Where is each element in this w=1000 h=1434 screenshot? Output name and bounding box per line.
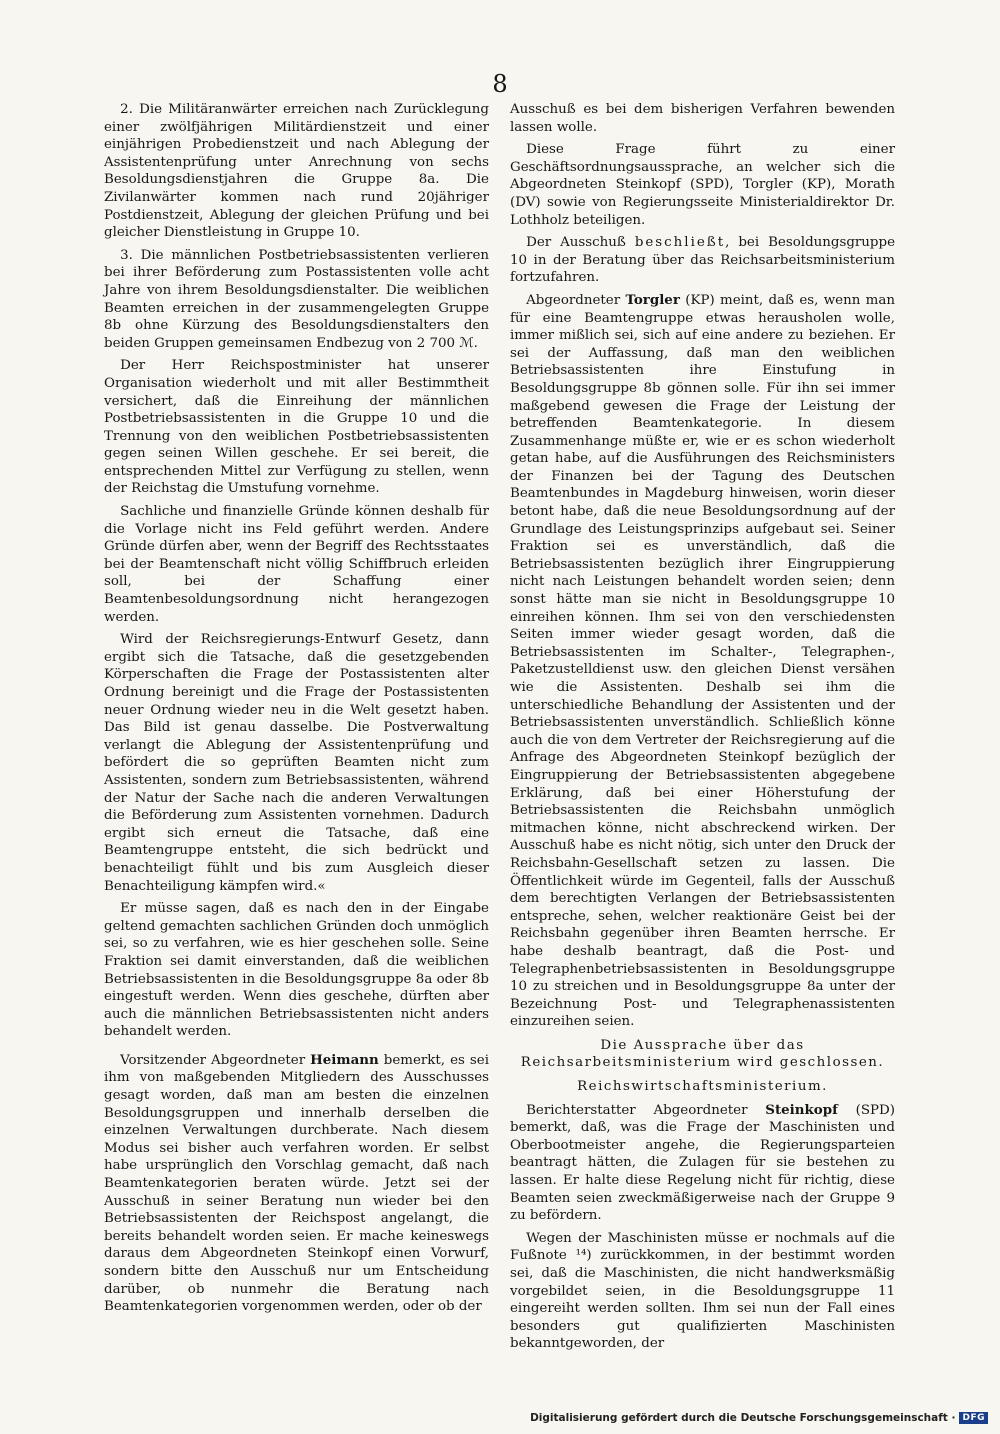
- text-run: bemerkt, es sei ihm von maßgebenden Mitgliedern des Ausschusses gesagt worden, daß man am besten die einzelnen Besoldungsgruppen und innerhalb derselben die einzelnen Verwaltungen durchberate. Nach diesem Modus sei bisher auch verfahren worden. Er selbst habe ursprünglich den Vorschlag gemacht, daß nach Beamtenkategorien beraten würde. Jetzt sei der Ausschuß in seiner Beratung nun wieder bei den Betriebsassistenten der Reichspost angelangt, die bereits behandelt worden seien. Er mache keineswegs daraus dem Abgeordneten Steinkopf einen Vorwurf, sondern bitte den Ausschuß nur um Entscheidung darüber, ob nunmehr die Beratung nach Beamtenkategorien vorgenommen werden, oder ob der: [104, 1052, 489, 1315]
- footer: [530, 1412, 988, 1424]
- paragraph: 3. Die männlichen Postbetriebsassistenten verlieren bei ihrer Beförderung zum Postassistenten volle acht Jahre von ihrem Besoldungsdienstalter. Die weiblichen Beamten erreichen in der zusammengelegten Gruppe 8b ohne Kürzung des Besoldungsdienstalters den beiden Gruppen gemeinsamen Endbezug von 2 700 ℳ.: [104, 247, 489, 351]
- paragraph: [510, 292, 895, 1031]
- paragraph: 2. Die Militäranwärter erreichen nach Zurücklegung einer zwölfjährigen Militärdienstzeit und einer einjährigen Probedienstzeit und nach Ablegung der Assistentenprüfung unter Anrechnung von sechs Besoldungsdienstjahren die Gruppe 8a. Die Zivilanwärter kommen nach rund 20jähriger Postdienstzeit, Ablegung der gleichen Prüfung und bei gleicher Dienstleistung in Gruppe 10.: [104, 102, 489, 241]
- text-run: , bei Besoldungsgruppe 10 in der Beratung über das Reichsarbeitsministerium fortzufahren.: [510, 235, 895, 286]
- paragraph: Sachliche und finanzielle Gründe können deshalb für die Vorlage nicht ins Feld geführt werden. Andere Gründe dürfen aber, wenn der Begriff des Rechtsstaates bei der Beamtenschaft nicht völlig Schiffbruch erleiden soll, bei der Schaffung einer Beamtenbesoldungsordnung nicht herangezogen werden.: [104, 504, 489, 625]
- paragraph: Ausschuß es bei dem bisherigen Verfahren bewenden lassen wolle.: [510, 102, 895, 135]
- text-run: Abgeordneter: [526, 292, 626, 308]
- paragraph: Er müsse sagen, daß es nach den in der Eingabe geltend gemachten sachlichen Gründen doch unmöglich sei, so zu verfahren, wie es hier geschehen solle. Seine Fraktion sei damit einverstanden, daß die weiblichen Betriebsassistenten in die Besoldungsgruppe 8a oder 8b eingestuft werden. Wenn dies geschehe, dürften aber auch die männlichen Betriebsassistenten nicht anders behandelt werden.: [104, 901, 489, 1040]
- paragraph: Wegen der Maschinisten müsse er nochmals auf die Fußnote ¹⁴) zurückkommen, in der bestimmt worden sei, daß die Maschinisten, die nicht handwerksmäßig vorgebildet seien, in die Besoldungsgruppe 11 eingereiht werden sollten. Ihm sei nun der Fall eines besonders gut qualifizierten Maschinisten bekanntgeworden, der: [510, 1230, 895, 1352]
- resolution-line: Die Aussprache über das Reichsarbeitsministerium wird geschlossen.: [520, 1037, 885, 1071]
- speaker-name: Steinkopf: [765, 1101, 838, 1118]
- paragraph: Wird der Reichsregierungs-Entwurf Gesetz, dann ergibt sich die Tatsache, daß die gesetzgebenden Körperschaften die Frage der Postassistenten alter Ordnung bereinigt und die Frage der Postassistenten neuer Ordnung wieder neu in die Welt gesetzt haben. Das Bild ist genau dasselbe. Die Postverwaltung verlangt die Ablegung der Assistentenprüfung und befördert die so geprüften Beamten nicht zum Assistenten, sondern zum Betriebsassistenten, während der Natur der Sache nach die anderen Verwaltungen die Beförderung zum Assistenten vornehmen. Dadurch ergibt sich erneut die Tatsache, daß eine Beamtengruppe entsteht, die sich bedrückt und benachteiligt fühlt und bis zum Ausgleich dieser Benachteiligung kämpfen wird.«: [104, 632, 489, 894]
- speaker-name: Heimann: [310, 1051, 379, 1068]
- left-column: [104, 101, 489, 1321]
- paragraph: Diese Frage führt zu einer Geschäftsordnungsaussprache, an welcher sich die Abgeordneten Steinkopf (SPD), Torgler (KP), Morath (DV) sowie von Regierungsseite Ministerialdirektor Dr. Lothholz beteiligen.: [510, 142, 895, 228]
- emphasis: beschließt: [634, 235, 726, 251]
- right-column: [510, 101, 895, 1358]
- footer-text: Digitalisierung gefördert durch die Deutsche Forschungsgemeinschaft ·: [530, 1412, 956, 1424]
- text-run: (SPD) bemerkt, daß, was die Frage der Maschinisten und Oberbootmeister angehe, die Regierungsparteien beantragt hätten, die Zulagen für sie bestehen zu lassen. Er halte diese Regelung nicht für richtig, diese Beamten seien zweckmäßigerweise nach der Gruppe 9 zu befördern.: [510, 1102, 895, 1224]
- paragraph: Der Herr Reichspostminister hat unserer Organisation wiederholt und mit aller Bestimmtheit versichert, daß die Einreihung der männlichen Postbetriebsassistenten in die Gruppe 10 und die Trennung von den weiblichen Postbetriebsassistenten gegen seinen Willen geschehe. Er sei bereit, die entsprechenden Mittel zur Verfügung zu stellen, wenn der Reichstag die Umstufung vornehme.: [104, 358, 489, 497]
- text-run: Berichterstatter Abgeordneter: [526, 1102, 766, 1118]
- paragraph: [510, 234, 895, 287]
- section-heading: Reichswirtschaftsministerium.: [577, 1079, 828, 1095]
- paragraph: [510, 1102, 895, 1225]
- speaker-name: Torgler: [625, 291, 680, 308]
- paragraph: [104, 1052, 489, 1316]
- dfg-logo-icon: DFG: [959, 1412, 988, 1424]
- text-run: Der Ausschuß: [526, 235, 635, 251]
- text-run: (KP) meint, daß es, wenn man für eine Beamtengruppe etwas herausholen wolle, immer mißlich sei, sich auf eine andere zu beziehen. Er sei der Auffassung, daß man den weiblichen Betriebsassistenten ihre Einstufung in Besoldungsgruppe 8b gönnen solle. Für ihn sei immer maßgebend gewesen die Frage der Leistung der betreffenden Beamtenkategorie. In diesem Zusammenhange müßte er, wie er es schon wiederholt getan habe, auf die Ausführungen des Reichsministers der Finanzen bei der Tagung des Deutschen Beamtenbundes in Magdeburg hinweisen, worin dieser betont habe, daß die neue Besoldungsordnung auf der Grundlage des Leistungsprinzips aufgebaut sei. Seiner Fraktion sei es unverständlich, daß die Betriebsassistenten bezüglich ihrer Eingruppierung nicht nach Leistungen behandelt worden seien; denn sonst hätte man sie nicht in Besoldungsgruppe 10 einreihen können. Ihm sei von den verschiedensten Seiten immer wieder gesagt worden, daß die Betriebsassistenten im Schalter-, Telegraphen-, Paketzustelldienst usw. den gleichen Dienst versähen wie die Assistenten. Deshalb sei ihm die unterschiedliche Behandlung der Assistenten und der Betriebsassistenten unverständlich. Schließlich könne auch die von dem Vertreter der Reichsregierung auf die Anfrage des Abgeordneten Steinkopf bezüglich der Eingruppierung der Betriebsassistenten abgegebene Erklärung, daß bei einer Höherstufung der Betriebsassistenten die Reichsbahn unmöglich mitmachen könne, nicht abschreckend wirken. Der Ausschuß habe es nicht nötig, sich unter den Druck der Reichsbahn-Gesellschaft setzen zu lassen. Die Öffentlichkeit würde im Gegenteil, falls der Ausschuß dem berechtigten Verlangen der Betriebsassistenten entspreche, sehen, welcher reaktionäre Geist bei der Reichsbahn gegenüber ihren Beamten herrsche. Er habe deshalb beantragt, daß die Post- und Telegraphenbetriebsassistenten in Besoldungsgruppe 10 zu streichen und in Besoldungsgruppe 8a unter der Bezeichnung Post- und Telegraphenassistenten einzureihen seien.: [510, 292, 895, 1030]
- text-run: Vorsitzender Abgeordneter: [120, 1052, 311, 1068]
- page-number: 8: [492, 70, 508, 98]
